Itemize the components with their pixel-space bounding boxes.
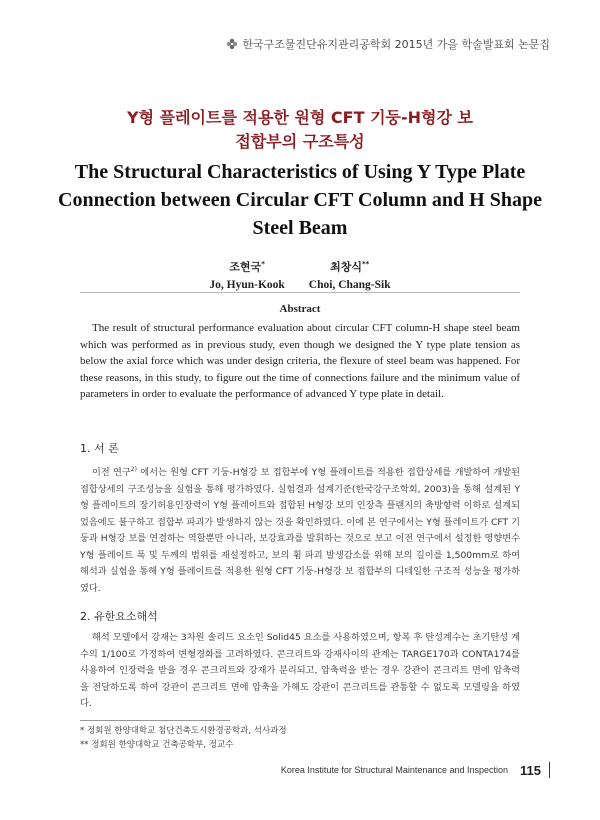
footnote-1: * 정회원 한양대학교 첨단건축도시환경공학과, 석사과정 <box>80 726 287 736</box>
footnotes <box>80 724 520 752</box>
section-2-text: 해석 모델에서 강재는 3차원 솔리드 요소인 Solid45 요소를 사용하였으며, 항복 후 탄성계수는 초기탄성 계수의 1/100로 가정하여 변형경화를 고려하였다. 콘크리트와 강재사이의 관계는 TARGE170과 CONTA174를 사용하여 인장력을 받을 경우 콘크리트와 강재가 분리되고, 압축력을 받는 경우 강관이 콘크리트 면에 압축력을 전달하도록 하여 강관이 콘크리트 면에 압축을 가해도 강관이 콘크리트를 관통할 수 없도록 모델링을 하였다. <box>80 632 520 709</box>
english-title-line-3: Steel Beam <box>252 217 348 239</box>
section-1-heading: 1. 서 론 <box>80 442 119 455</box>
korean-title <box>0 106 600 154</box>
section-2-heading: 2. 유한요소해석 <box>80 610 158 623</box>
author-2-mark: ** <box>361 260 370 268</box>
author-1-name-en: Jo, Hyun-Kook <box>209 278 285 291</box>
author-2-name-kr: 최창식 <box>330 260 362 274</box>
page-number: 115 <box>520 762 541 778</box>
korean-title-line-1: Y형 플레이트를 적용한 원형 CFT 기둥-H형강 보 <box>127 108 473 127</box>
author-2 <box>309 256 391 294</box>
abstract-text: The result of structural performance evaluation about circular CFT column-H shape steel beam which was performed as in previous study, even though we designed the Y type plate tension as below the axial force which was under design criteria, the flexure of steel beam was happened. For these reasons, in this study, to figure out the time of connections failure and the minimum value of parameters in order to evaluate the performance of advanced Y type plate in detail. <box>80 322 520 400</box>
citation-2: 2) <box>130 466 137 473</box>
korean-title-line-2: 접합부의 구조특성 <box>235 132 365 151</box>
english-title-line-1: The Structural Characteristics of Using Y Type Plate <box>74 161 526 183</box>
flower-icon <box>226 38 238 50</box>
abstract-heading: Abstract <box>279 303 321 315</box>
author-list <box>0 256 600 294</box>
english-title-line-2: Connection between Circular CFT Column and H Shape <box>58 189 542 211</box>
section-1-text-rest: 에서는 원형 CFT 기둥-H형강 보 접합부에 Y형 플레이트를 적용한 접합상세를 개발하여 개발된 접합상세의 구조성능을 실험을 통해 평가하였다. 실험결과 설계기준(한국강구조학회, 2003)을 통해 설계된 Y형 플레이트의 장기허용인장력이 Y형 플레이트와 접합된 H형강 보의 인장측 플랜지의 축방향력 이하로 설계되었음에도 불구하고 접합부 파괴가 발생하지 않는 것을 확인하였다. 이에 본 연구에서는 Y형 플레이트가 CFT 기둥과 H형강 보를 연결하는 역할뿐만 아니라, 보강효과를 발휘하는 것으로 보고 이전 연구에서 설정한 영향변수 Y형 플레이트 폭 및 두께의 범위를 재설정하고, 보의 휨 파괴 발생감소를 위해 보의 길이를 1,500mm로 하여 해석과 실험을 통해 Y형 플레이트를 적용한 원형 CFT 기둥-H형강 보 접합부의 디테일한 구조적 성능을 평가하였다. <box>80 467 520 594</box>
author-1-mark: * <box>261 260 265 268</box>
author-1-name-kr: 조현국 <box>229 260 262 274</box>
section-1-text <box>80 462 520 597</box>
author-2-name-en: Choi, Chang-Sik <box>308 278 391 291</box>
english-title <box>0 158 600 242</box>
footer-text: Korea Institute for Structural Maintenance and Inspection <box>280 765 509 775</box>
abstract-divider <box>80 292 520 293</box>
footnote-divider <box>80 720 230 721</box>
page-footer <box>281 762 550 778</box>
author-1 <box>209 256 284 294</box>
footnote-2: ** 정회원 한양대학교 건축공학부, 정교수 <box>80 740 234 750</box>
section-1-text-start: 이전 연구 <box>92 467 131 479</box>
running-head <box>226 36 550 52</box>
footer-bar <box>549 762 550 778</box>
running-head-text: 한국구조물진단유지관리공학회 2015년 가을 학술발표회 논문집 <box>242 38 550 51</box>
